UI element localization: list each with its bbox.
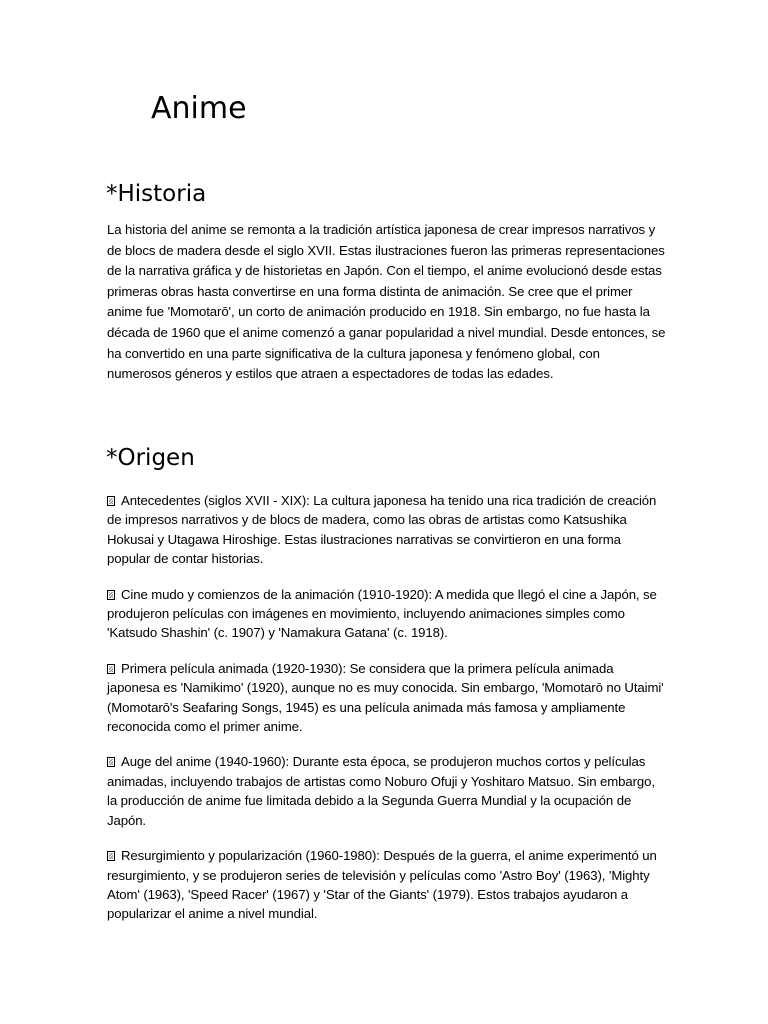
list-item-text: Auge del anime (1940-1960): Durante esta época, se produjeron muchos cortos y películas animadas, incluyendo trabajos de artistas como Noburo Ofuji y Yoshitaro Matsuo. Sin embargo, la producción de anime fue limitada debido a la Segunda Guerra Mundial y la ocupación de Japón.: [107, 754, 655, 828]
document-title: Anime: [151, 91, 247, 126]
list-item-text: Cine mudo y comienzos de la animación (1910-1920): A medida que llegó el cine a Japón, se produjeron películas con imágenes en movimiento, incluyendo animaciones simples como 'Katsudo Shashin' (c. 1907) y 'Namakura Gatana' (c. 1918).: [107, 586, 657, 641]
historia-paragraph: La historia del anime se remonta a la tradición artística japonesa de crear impresos narrativos y de blocs de madera desde el siglo XVII. Estas ilustraciones fueron las primeras representaciones de la narrativa gráfica y de historietas en Japón. Con el tiempo, el anime evolucionó desde estas primeras obras hasta convertirse en una forma distinta de animación. Se cree que el primer anime fue 'Momotarō', un corto de animación producido en 1918. Sin embargo, no fue hasta la década de 1960 que el anime comenzó a ganar popularidad a nivel mundial. Desde entonces, se ha convertido en una parte significativa de la cultura japonesa y fenómeno global, con numerosos géneros y estilos que atraen a espectadores de todas las edades.: [107, 222, 666, 382]
list-item: [107, 752, 667, 830]
list-item: [107, 585, 667, 643]
missing-glyph-box-icon: [107, 590, 115, 600]
missing-glyph-box-icon: [107, 851, 115, 861]
list-item: [107, 659, 667, 737]
missing-glyph-box-icon: [107, 496, 115, 506]
missing-glyph-box-icon: [107, 757, 115, 767]
section-heading-historia: *Historia: [106, 181, 207, 207]
missing-glyph-box-icon: [107, 664, 115, 674]
list-item: [107, 491, 667, 569]
section-heading-origen: *Origen: [106, 445, 195, 471]
list-item-text: Primera película animada (1920-1930): Se considera que la primera película animada japonesa es 'Namikimo' (1920), aunque no es muy conocida. Sin embargo, 'Momotarō no Utaimi' (Momotarō's Seafaring Songs, 1945) es una película animada más famosa y ampliamente reconocida como el primer anime.: [107, 660, 664, 735]
list-item-text: Resurgimiento y popularización (1960-1980): Después de la guerra, el anime experimentó un resurgimiento, y se produjeron series de televisión y películas como 'Astro Boy' (1963), 'Mighty Atom' (1963), 'Speed Racer' (1967) y 'Star of the Giants' (1979). Estos trabajos ayudaron a popularizar el anime a nivel mundial.: [107, 848, 657, 922]
list-item: [107, 846, 667, 924]
list-item-text: Antecedentes (siglos XVII - XIX): La cultura japonesa ha tenido una rica tradición de creación de impresos narrativos y de blocs de madera, como las obras de artistas como Katsushika Hokusai y Utagawa Hiroshige. Estas ilustraciones narrativas se convirtieron en una forma popular de contar historias.: [107, 493, 657, 567]
origen-list: [107, 491, 667, 924]
